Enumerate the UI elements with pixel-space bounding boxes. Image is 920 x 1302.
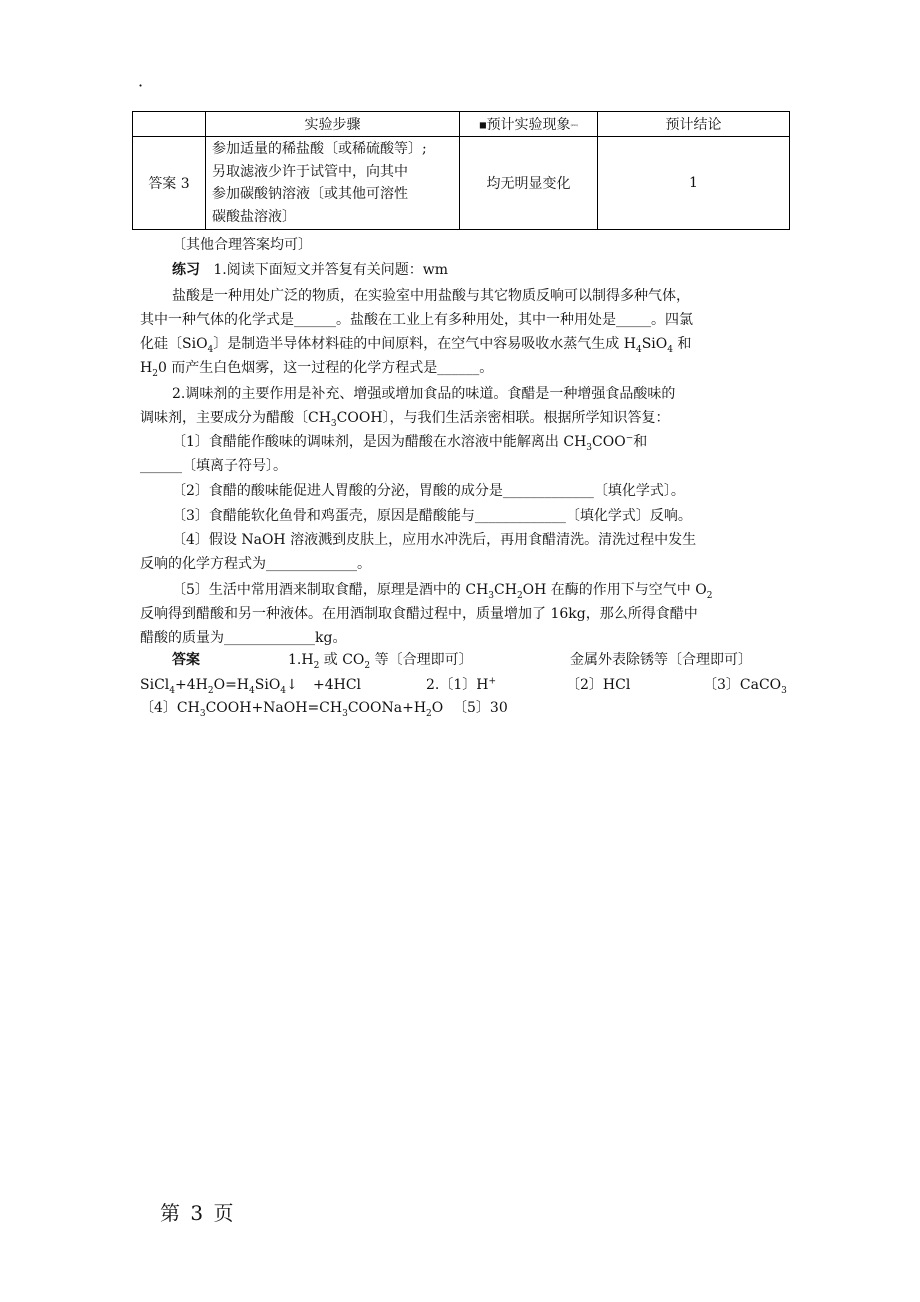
q2-item-5: 〔5〕生活中常用酒来制取食醋，原理是酒中的 $CH_3CH_2OH$ 在酶的作用下与空气中 $O_2$ — [172, 582, 713, 601]
header-phenomenon: ■预计实验现象(xxx) — [460, 112, 598, 137]
q1-paragraph-line: 盐酸是一种用处广泛的物质，在实验室中用盐酸与其它物质反响可以制得多种气体， — [172, 288, 690, 304]
answers-label: 答案 — [172, 652, 200, 668]
note-line: 〔其他合理答案均可〕 — [172, 237, 312, 253]
answer-1-equation-tail: +4HCl — [313, 677, 362, 693]
row-label: 答案 3 — [133, 137, 206, 230]
q2-paragraph-line: 调味剂，主要成分为醋酸〔$CH_3COOH$〕，与我们生活亲密相联。根据所学知识答复： — [140, 410, 670, 429]
q2-item-4-cont: 反响的化学方程式为_____________。 — [140, 556, 371, 572]
q2-item-2: 〔2〕食醋的酸味能促进人胃酸的分泌，胃酸的成分是_____________〔填化学式〕。 — [172, 483, 685, 499]
row-phenomenon: 均无明显变化 — [460, 137, 598, 230]
q2-item-4: 〔4〕假设 NaOH 溶液溅到皮肤上，应用水冲洗后，再用食醋清洗。清洗过程中发生 — [172, 532, 697, 548]
answer-1-equation: $SiCl_4+4H_2O=H_4SiO_4↓$ — [140, 677, 298, 696]
q1-paragraph-line: $H_20$ 而产生白色烟雾，这一过程的化学方程式是______。 — [140, 360, 494, 379]
table-row — [133, 137, 790, 230]
q2-item-3: 〔3〕食醋能软化鱼骨和鸡蛋壳，原因是醋酸能与_____________〔填化学式〕反响。 — [172, 508, 692, 524]
q1-paragraph-line: 化硅〔SiO$_4$〕是制造半导体材料硅的中间原料，在空气中容易吸收水蒸气生成 $H_4SiO_4$ 和 — [140, 336, 692, 355]
q1-paragraph-line: 其中一种气体的化学式是______。盐酸在工业上有多种用处，其中一种用处是_____。四氯 — [140, 312, 693, 328]
q2-item-5-cont: 反响得到醋酸和另一种液体。在用酒制取食醋过程中，质量增加了 16kg，那么所得食醋中 — [140, 606, 698, 622]
experiment-table — [132, 111, 790, 230]
q2-paragraph-line: 2.调味剂的主要作用是补充、增强或增加食品的味道。食醋是一种增强食品酸味的 — [172, 386, 676, 402]
page-dot: · — [138, 76, 144, 95]
answer-2-3: 〔3〕CaCO$_3$ — [703, 677, 787, 696]
table-header-row — [133, 112, 790, 137]
row-conclusion: 1 — [598, 137, 790, 230]
answer-1-gas: $1.H_2$ 或 $CO_2$ 等〔合理即可〕 — [288, 652, 473, 671]
answer-2-1: 2.〔1〕H+ — [426, 676, 497, 693]
answer-2-2: 〔2〕HCl — [566, 677, 631, 693]
q2-item-1-blank: ______〔填离子符号〕。 — [140, 458, 287, 474]
exercise-heading: 练习 1.阅读下面短文并答复有关问题：wm — [172, 262, 448, 278]
header-conclusion: 预计结论 — [598, 112, 790, 137]
answer-2-5: 〔5〕30 — [453, 700, 508, 716]
q2-item-5-cont: 醋酸的质量为_____________kg。 — [140, 630, 347, 646]
header-empty — [133, 112, 206, 137]
header-tiny-note: (xxx) — [570, 123, 578, 127]
page-footer: 第 3 页 — [160, 1201, 236, 1225]
q2-item-1: 〔1〕食醋能作酸味的调味剂，是因为醋酸在水溶液中能解离出 $CH_3COO^-$和 — [172, 433, 648, 453]
exercise-label: 练习 — [172, 262, 200, 278]
header-square-marker: ■ — [479, 120, 487, 130]
header-steps: 实验步骤 — [206, 112, 460, 137]
answer-2-4: 〔4〕$CH_3COOH+NaOH=CH_3COONa+H_2O$ — [140, 700, 444, 719]
answer-1-use: 金属外表除锈等〔合理即可〕 — [570, 652, 752, 668]
row-steps: 参加适量的稀盐酸〔或稀硫酸等〕; 另取滤液少许于试管中，向其中 参加碳酸钠溶液〔或其他可溶性 碳酸盐溶液〕 — [206, 137, 460, 230]
